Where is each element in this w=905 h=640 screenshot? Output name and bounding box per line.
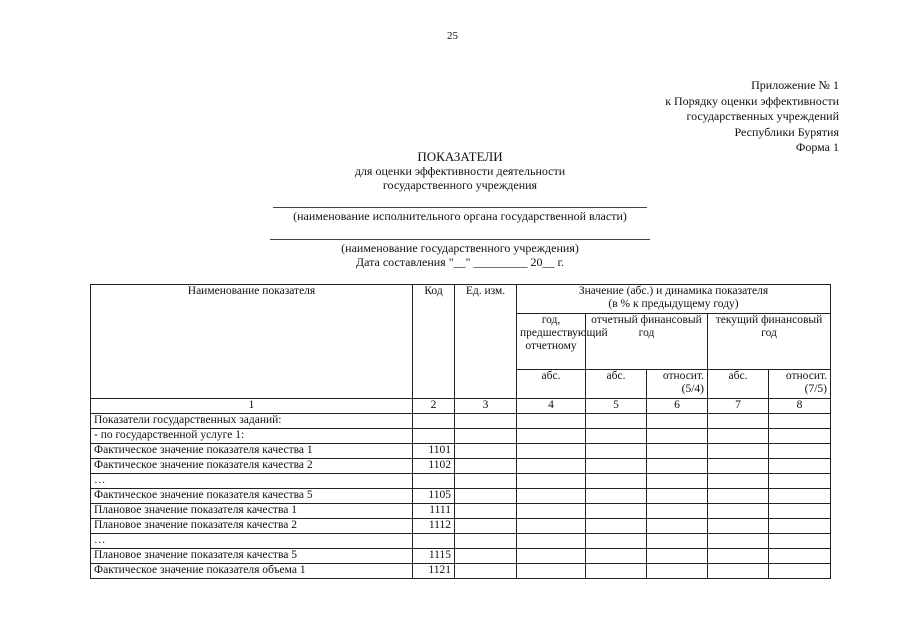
authority-caption: (наименование исполнительного органа государственной власти)	[293, 209, 627, 223]
value-cell	[647, 474, 708, 489]
header-current-year: текущий финансовый год	[708, 314, 831, 370]
indicator-name: - по государственной услуге 1:	[91, 429, 413, 444]
value-cell	[517, 489, 586, 504]
date-line: Дата составления "__" _________ 20__ г.	[355, 255, 565, 269]
appendix-line: Приложение № 1	[751, 78, 839, 92]
value-cell	[769, 474, 831, 489]
value-cell	[647, 444, 708, 459]
indicator-code: 1112	[413, 519, 455, 534]
indicator-name: Плановое значение показателя качества 2	[91, 519, 413, 534]
appendix-block	[665, 78, 839, 156]
header-unit: Ед. изм.	[455, 285, 517, 399]
value-cell	[586, 414, 647, 429]
table-body	[91, 414, 831, 579]
indicator-name: Плановое значение показателя качества 5	[91, 549, 413, 564]
value-cell	[647, 504, 708, 519]
value-cell	[517, 564, 586, 579]
value-cell	[517, 504, 586, 519]
table-row	[91, 489, 831, 504]
value-cell	[455, 534, 517, 549]
document-subtitle: для оценки эффективности деятельности	[354, 164, 566, 178]
table-row	[91, 444, 831, 459]
value-cell	[708, 489, 769, 504]
indicator-name: Фактическое значение показателя качества 5	[91, 489, 413, 504]
column-number: 4	[517, 399, 586, 414]
value-cell	[769, 519, 831, 534]
indicator-code	[413, 474, 455, 489]
header-reporting-year: отчетный финансовый год	[586, 314, 708, 370]
value-cell	[586, 549, 647, 564]
indicator-name: Фактическое значение показателя качества 2	[91, 459, 413, 474]
value-cell	[769, 414, 831, 429]
table-row	[91, 549, 831, 564]
table-row	[91, 504, 831, 519]
column-number: 1	[91, 399, 413, 414]
appendix-line: к Порядку оценки эффективности	[665, 93, 839, 108]
value-cell	[708, 504, 769, 519]
value-cell	[586, 489, 647, 504]
column-number: 3	[455, 399, 517, 414]
table-row	[91, 564, 831, 579]
value-cell	[647, 534, 708, 549]
value-cell	[455, 429, 517, 444]
value-cell	[769, 444, 831, 459]
table-row	[91, 534, 831, 549]
value-cell	[455, 474, 517, 489]
header-rel	[769, 370, 831, 399]
value-cell	[647, 519, 708, 534]
authority-blank-line	[273, 207, 647, 208]
column-number-row	[91, 399, 831, 414]
indicator-code	[413, 429, 455, 444]
column-number: 6	[647, 399, 708, 414]
indicator-code: 1115	[413, 549, 455, 564]
table-row	[91, 414, 831, 429]
institution-caption: (наименование государственного учреждения)	[341, 241, 579, 255]
document-subtitle: государственного учреждения	[382, 178, 538, 192]
indicator-name: …	[91, 534, 413, 549]
header-prev-year: год, предшествующий отчетному	[517, 314, 586, 370]
value-cell	[769, 549, 831, 564]
indicator-name: Плановое значение показателя качества 1	[91, 504, 413, 519]
header-value-group	[517, 285, 831, 314]
value-cell	[769, 489, 831, 504]
header-value-group-line2: (в % к предыдущему году)	[608, 298, 739, 310]
value-cell	[647, 489, 708, 504]
value-cell	[708, 444, 769, 459]
value-cell	[517, 444, 586, 459]
value-cell	[708, 564, 769, 579]
value-cell	[517, 519, 586, 534]
value-cell	[647, 459, 708, 474]
value-cell	[586, 459, 647, 474]
value-cell	[455, 459, 517, 474]
value-cell	[708, 429, 769, 444]
value-cell	[769, 564, 831, 579]
value-cell	[455, 564, 517, 579]
value-cell	[455, 504, 517, 519]
indicator-code: 1102	[413, 459, 455, 474]
indicator-code: 1105	[413, 489, 455, 504]
column-number: 8	[769, 399, 831, 414]
value-cell	[586, 429, 647, 444]
column-number: 2	[413, 399, 455, 414]
value-cell	[708, 474, 769, 489]
header-abs: абс.	[586, 370, 647, 399]
value-cell	[769, 459, 831, 474]
value-cell	[455, 414, 517, 429]
page-number: 25	[447, 30, 458, 42]
indicator-code: 1111	[413, 504, 455, 519]
document-title: ПОКАЗАТЕЛИ	[417, 149, 503, 164]
table-row	[91, 429, 831, 444]
header-rel-label: относит.	[662, 370, 704, 382]
header-rel	[647, 370, 708, 399]
indicator-code	[413, 534, 455, 549]
value-cell	[455, 519, 517, 534]
value-cell	[586, 504, 647, 519]
header-rel-formula: (7/5)	[804, 383, 828, 395]
value-cell	[647, 564, 708, 579]
table-row	[91, 459, 831, 474]
value-cell	[708, 519, 769, 534]
value-cell	[586, 519, 647, 534]
indicator-name: Фактическое значение показателя объема 1	[91, 564, 413, 579]
value-cell	[708, 549, 769, 564]
value-cell	[517, 549, 586, 564]
value-cell	[517, 534, 586, 549]
header-abs: абс.	[708, 370, 769, 399]
value-cell	[517, 429, 586, 444]
indicator-code	[413, 414, 455, 429]
value-cell	[517, 414, 586, 429]
value-cell	[769, 504, 831, 519]
indicator-name: …	[91, 474, 413, 489]
value-cell	[708, 459, 769, 474]
header-value-group-line1: Значение (абс.) и динамика показателя	[578, 285, 769, 297]
table-row	[91, 519, 831, 534]
value-cell	[586, 444, 647, 459]
indicator-name: Фактическое значение показателя качества 1	[91, 444, 413, 459]
appendix-line: государственных учреждений	[686, 109, 839, 123]
appendix-line: Республики Бурятия	[734, 124, 839, 139]
header-abs: абс.	[517, 370, 586, 399]
table-row	[91, 474, 831, 489]
indicator-name: Показатели государственных заданий:	[91, 414, 413, 429]
value-cell	[586, 474, 647, 489]
value-cell	[647, 414, 708, 429]
form-number: Форма 1	[795, 140, 839, 154]
indicator-code: 1101	[413, 444, 455, 459]
header-rel-label: относит.	[785, 370, 828, 382]
value-cell	[586, 534, 647, 549]
value-cell	[455, 489, 517, 504]
header-code: Код	[413, 285, 455, 399]
value-cell	[586, 564, 647, 579]
value-cell	[517, 459, 586, 474]
indicators-table	[90, 284, 831, 579]
value-cell	[647, 549, 708, 564]
value-cell	[647, 429, 708, 444]
column-number: 5	[586, 399, 647, 414]
value-cell	[455, 444, 517, 459]
value-cell	[708, 414, 769, 429]
institution-blank-line	[270, 239, 650, 240]
column-number: 7	[708, 399, 769, 414]
value-cell	[769, 534, 831, 549]
indicator-code: 1121	[413, 564, 455, 579]
title-block	[260, 150, 660, 192]
value-cell	[455, 549, 517, 564]
value-cell	[517, 474, 586, 489]
header-rel-formula: (5/4)	[681, 383, 704, 395]
value-cell	[708, 534, 769, 549]
header-name: Наименование показателя	[91, 285, 413, 399]
value-cell	[769, 429, 831, 444]
